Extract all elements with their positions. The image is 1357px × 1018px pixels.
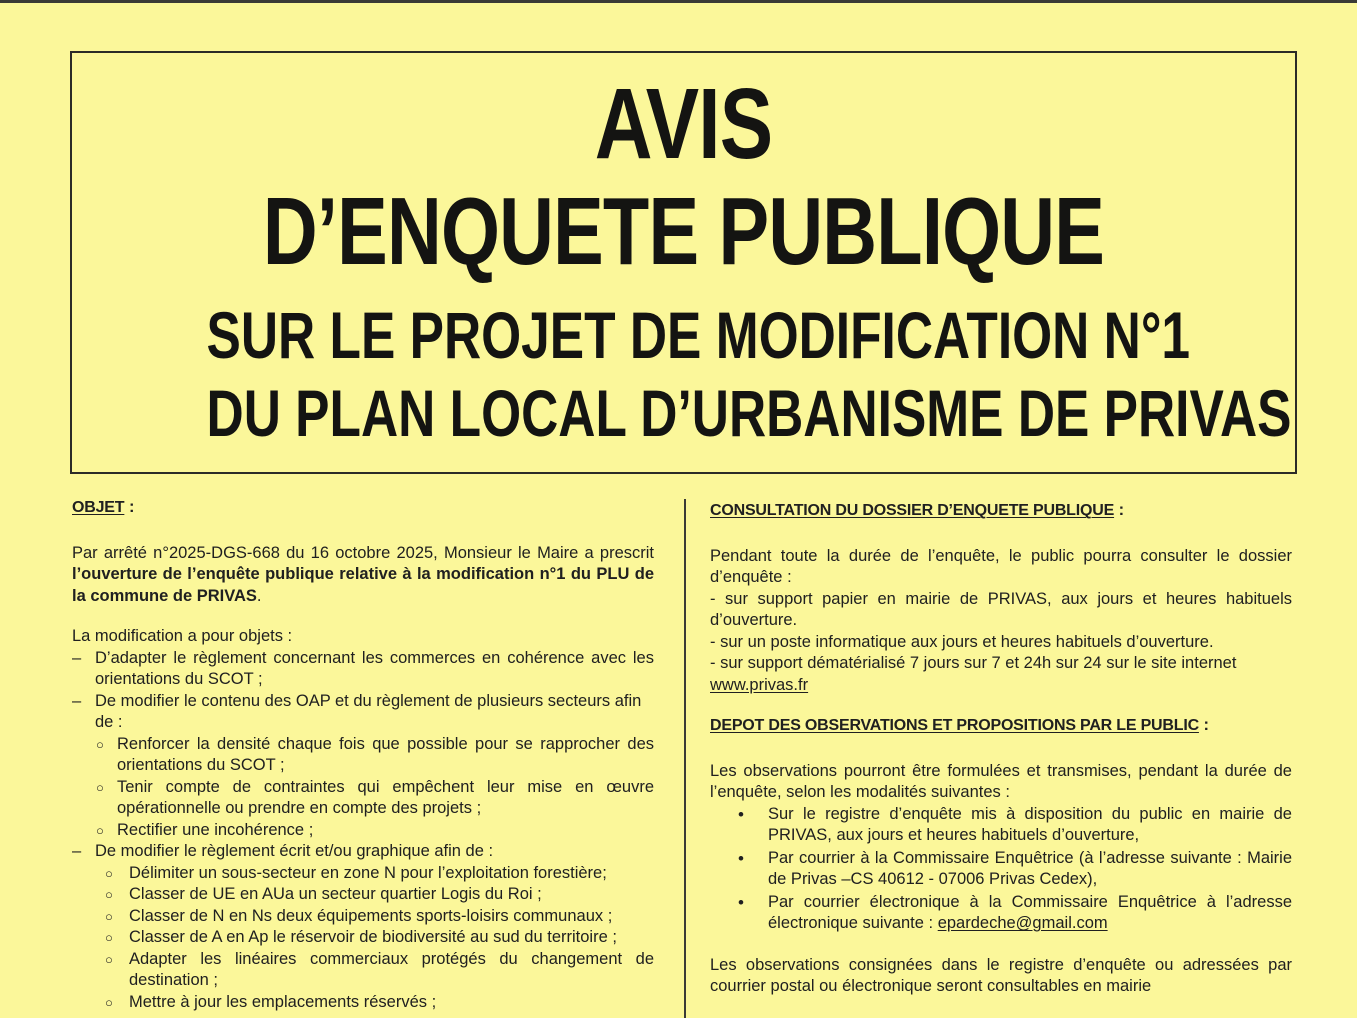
depot-item-electronique (710, 892, 1292, 935)
oap-sub-item: ○ Tenir compte de contraintes qui empêchent leur mise en œuvre opérationnelle ou prendre en compte des projets ; (95, 777, 654, 820)
title-enquete-publique: D’ENQUETE PUBLIQUE (262, 178, 1105, 285)
reglement-sub-item: ○ Mettre à jour les emplacements réservés ; (95, 992, 654, 1014)
depot-colon: : (1198, 716, 1210, 734)
oap-sub-item: ○ Rectifier une incohérence ; (95, 820, 654, 842)
title-avis: AVIS (594, 68, 773, 180)
objet-item-commerces (72, 648, 654, 691)
arrete-end: . (256, 586, 262, 605)
depot-heading-line (710, 715, 1292, 737)
reglement-sub-item: ○ Délimiter un sous-secteur en zone N pour l’exploitation forestière; (95, 863, 654, 885)
objet-item-oap (72, 691, 654, 842)
consultation-heading: CONSULTATION DU DOSSIER D’ENQUETE PUBLIQUE (710, 502, 1115, 519)
objets-list (72, 648, 654, 1014)
depot-item-registre: • Sur le registre d’enquête mis à disposition du public en mairie de PRIVAS, aux jours et heures habituels d’ouverture, (710, 804, 1292, 847)
consult-dematerialise: - sur support dématérialisé 7 jours sur 7 et 24h sur 24 sur le site internet (710, 654, 1237, 672)
depot-intro: Les observations pourront être formulées et transmises, pendant la durée de l’enquête, selon les modalités suivantes : (710, 761, 1292, 801)
title-projet-modification: SUR LE PROJET DE MODIFICATION N°1 (206, 298, 1191, 372)
right-column (710, 497, 1292, 998)
depot-electronique-text: Par courrier électronique à la Commissaire Enquêtrice à l’adresse électronique suivante : (768, 892, 1292, 932)
consult-heading-line (710, 500, 1292, 522)
arrete-bold: l’ouverture de l’enquête publique relative à la modification n°1 du PLU de la commune de PRIVAS (72, 565, 654, 605)
depot-item-courrier: • Par courrier à la Commissaire Enquêtrice (à l’adresse suivante : Mairie de Privas –CS 40612 - 07006 Privas Cedex), (710, 848, 1292, 891)
objets-intro: La modification a pour objets : (72, 627, 293, 645)
email-link[interactable]: epardeche@gmail.com (937, 914, 1108, 932)
left-column (72, 497, 654, 1013)
objet-colon: : (124, 498, 135, 516)
objet-item-oap-text: De modifier le contenu des OAP et du règlement de plusieurs secteurs afin de : (95, 691, 642, 731)
privas-website-link[interactable]: www.privas.fr (710, 675, 809, 694)
depot-list (710, 804, 1292, 935)
final-paragraph: Les observations consignées dans le registre d’enquête ou adressées par courrier postal ou électronique seront consultables en mairie (710, 955, 1292, 995)
consult-intro: Pendant toute la durée de l’enquête, le public pourra consulter le dossier d’enquête : (710, 546, 1292, 586)
objet-item-reglement (72, 841, 654, 1013)
objet-item-reglement-text: De modifier le règlement écrit et/ou graphique afin de : (95, 842, 494, 860)
column-divider (684, 499, 686, 1018)
objet-item-commerces-text: D’adapter le règlement concernant les commerces en cohérence avec les orientations du SCOT ; (95, 648, 654, 688)
consultation-colon: : (1114, 501, 1125, 519)
arrete-paragraph (72, 543, 654, 608)
reglement-sub-item: ○ Classer de UE en AUa un secteur quartier Logis du Roi ; (95, 884, 654, 906)
title-plan-local-urbanisme: DU PLAN LOCAL D’URBANISME DE PRIVAS (206, 376, 1292, 450)
title-frame (70, 51, 1297, 474)
reglement-sub-item: ○ Classer de A en Ap le réservoir de biodiversité au sud du territoire ; (95, 927, 654, 949)
oap-sublist (95, 734, 654, 842)
reglement-sub-item: ○ Classer de N en Ns deux équipements sports-loisirs communaux ; (95, 906, 654, 928)
reglement-sub-item: ○ Adapter les linéaires commerciaux protégés du changement de destination ; (95, 949, 654, 992)
depot-heading: DEPOT DES OBSERVATIONS ET PROPOSITIONS PAR LE PUBLIC (710, 717, 1199, 734)
arrete-intro: Par arrêté n°2025-DGS-668 du 16 octobre 2025, Monsieur le Maire a prescrit (72, 543, 654, 562)
consult-poste: - sur un poste informatique aux jours et heures habituels d’ouverture. (710, 632, 1214, 651)
objet-heading: OBJET (72, 499, 125, 516)
objet-heading-line (72, 497, 654, 519)
page-top-edge (0, 0, 1357, 3)
reglement-sublist (95, 863, 654, 1014)
consult-papier: - sur support papier en mairie de PRIVAS, aux jours et heures habituels d’ouverture. (710, 589, 1292, 629)
oap-sub-item: ○ Renforcer la densité chaque fois que possible pour se rapprocher des orientations du SCOT ; (95, 734, 654, 777)
